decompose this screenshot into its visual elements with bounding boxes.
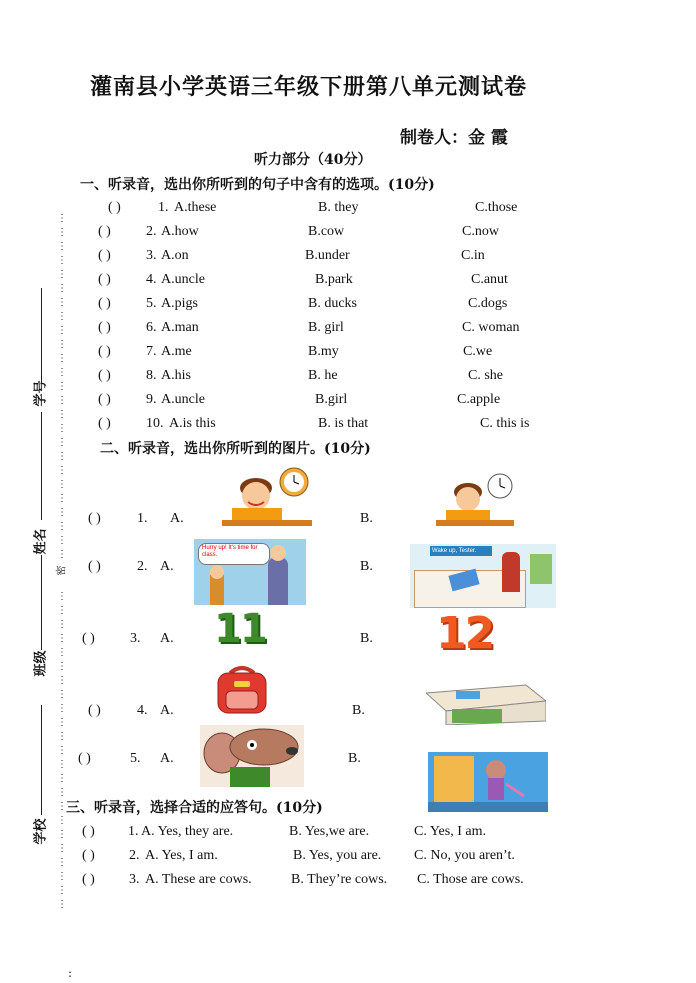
mother-figure bbox=[502, 552, 520, 592]
s1-option-c: C.dogs bbox=[468, 296, 508, 311]
s1-option-a: A.uncle bbox=[161, 272, 205, 287]
s3-option-b: B. They’re cows. bbox=[291, 872, 388, 887]
s3-option-a: A. These are cows. bbox=[145, 872, 252, 887]
s1-option-c: C. she bbox=[468, 368, 503, 383]
s1-option-c: C.anut bbox=[471, 272, 508, 287]
s2-option-a: A. bbox=[160, 559, 174, 574]
number-picture-a[interactable]: 11 bbox=[214, 606, 266, 652]
speech-bubble: Wake up, Tester. bbox=[430, 546, 492, 556]
name-label: 姓名 bbox=[33, 528, 49, 555]
class-line bbox=[41, 555, 42, 650]
s1-option-a: A.uncle bbox=[161, 392, 205, 407]
dotted-line-end: : bbox=[68, 966, 73, 980]
s3-paren[interactable]: ( ) bbox=[82, 824, 95, 839]
student-no-line bbox=[41, 288, 42, 384]
s1-option-c: C. woman bbox=[462, 320, 520, 335]
section1-heading: 一、听录音，选出你所听到的句子中含有的选项。(10分) bbox=[80, 177, 435, 193]
s1-option-c: C.those bbox=[475, 200, 518, 215]
page-title: 灌南县小学英语三年级下册第八单元测试卷 bbox=[90, 74, 528, 100]
s1-num: 10. bbox=[146, 416, 164, 431]
s3-option-c: C. Those are cows. bbox=[417, 872, 524, 887]
s2-option-b: B. bbox=[360, 559, 373, 574]
school-label: 学校 bbox=[33, 818, 49, 845]
schoolbag-image-a[interactable] bbox=[214, 665, 270, 717]
s2-paren[interactable]: ( ) bbox=[88, 559, 101, 574]
s1-num: 7. bbox=[146, 344, 157, 359]
number-picture-b[interactable]: 12 bbox=[436, 608, 494, 659]
s1-option-b: B.cow bbox=[308, 224, 345, 239]
boy-figure bbox=[210, 575, 224, 605]
s1-option-a: A.pigs bbox=[161, 296, 198, 311]
s1-paren[interactable]: ( ) bbox=[98, 392, 111, 407]
s1-paren[interactable]: ( ) bbox=[98, 416, 111, 431]
s1-option-a: A.how bbox=[161, 224, 199, 239]
section2-heading: 二、听录音，选出你所听到的图片。(10分) bbox=[100, 441, 371, 457]
s3-option-a: A. Yes, I am. bbox=[145, 848, 218, 863]
s1-option-a: A.man bbox=[161, 320, 199, 335]
s1-paren[interactable]: ( ) bbox=[98, 344, 111, 359]
s1-num: 2. bbox=[146, 224, 157, 239]
s1-option-c: C.we bbox=[463, 344, 493, 359]
s1-num: 9. bbox=[146, 392, 157, 407]
s2-option-a: A. bbox=[160, 631, 174, 646]
books-image-b[interactable] bbox=[426, 683, 546, 725]
s1-paren[interactable]: ( ) bbox=[108, 200, 121, 215]
s1-option-c: C.in bbox=[461, 248, 485, 263]
s2-paren[interactable]: ( ) bbox=[88, 511, 101, 526]
s2-paren[interactable]: ( ) bbox=[88, 703, 101, 718]
seal-char: 密 bbox=[56, 565, 68, 576]
s1-option-c: C. this is bbox=[480, 416, 530, 431]
s3-paren[interactable]: ( ) bbox=[82, 848, 95, 863]
s1-option-b: B.girl bbox=[315, 392, 348, 407]
s3-paren[interactable]: ( ) bbox=[82, 872, 95, 887]
dotted-line-left: ⋮ ⋮ ⋮ ⋮ ⋮ ⋮ ⋮ ⋮ ⋮ ⋮ ⋮ ⋮ ⋮ ⋮ ⋮ ⋮ ⋮ ⋮ ⋮ ⋮ ⋮ ⋮ ⋮ ⋮ ⋮ bbox=[57, 213, 67, 560]
s1-option-b: B. they bbox=[318, 200, 359, 215]
boy-head bbox=[210, 565, 224, 579]
s1-option-a: A.me bbox=[161, 344, 192, 359]
s1-option-b: B.under bbox=[305, 248, 350, 263]
s1-option-b: B. he bbox=[308, 368, 338, 383]
s2-option-b: B. bbox=[352, 703, 365, 718]
s1-option-a: A.is this bbox=[169, 416, 216, 431]
s1-num: 8. bbox=[146, 368, 157, 383]
s1-option-b: B. girl bbox=[308, 320, 344, 335]
s1-paren[interactable]: ( ) bbox=[98, 224, 111, 239]
s1-paren[interactable]: ( ) bbox=[98, 320, 111, 335]
s2-paren[interactable]: ( ) bbox=[82, 631, 95, 646]
author-line: 制卷人：金 霞 bbox=[400, 128, 508, 148]
s1-num: 3. bbox=[146, 248, 157, 263]
s1-option-b: B. is that bbox=[318, 416, 369, 431]
s1-paren[interactable]: ( ) bbox=[98, 368, 111, 383]
s2-num: 2. bbox=[137, 559, 148, 574]
s2-num: 1. bbox=[137, 511, 148, 526]
class-label: 班级 bbox=[33, 650, 49, 677]
s3-option-a: A. Yes, they are. bbox=[141, 824, 234, 839]
s2-paren[interactable]: ( ) bbox=[78, 751, 91, 766]
s1-num: 5. bbox=[146, 296, 157, 311]
s2-option-a: A. bbox=[160, 703, 174, 718]
s1-paren[interactable]: ( ) bbox=[98, 296, 111, 311]
boy-at-desk-clock-image-a[interactable] bbox=[218, 466, 318, 528]
s2-option-a: A. bbox=[160, 751, 174, 766]
mother-figure bbox=[268, 557, 288, 605]
s1-num: 1. bbox=[158, 200, 169, 215]
s3-num: 1. bbox=[128, 824, 139, 839]
s3-option-b: B. Yes,we are. bbox=[289, 824, 370, 839]
mother-head bbox=[270, 545, 286, 561]
s1-option-c: C.now bbox=[462, 224, 499, 239]
s1-option-a: A.on bbox=[161, 248, 189, 263]
name-line bbox=[41, 412, 42, 520]
school-line bbox=[41, 705, 42, 815]
mother-boy-class-image-a[interactable] bbox=[194, 539, 306, 605]
s3-option-c: C. Yes, I am. bbox=[414, 824, 486, 839]
s1-option-b: B.park bbox=[315, 272, 353, 287]
s1-num: 4. bbox=[146, 272, 157, 287]
s1-option-a: A.his bbox=[161, 368, 191, 383]
speech-bubble: Hurry up! It's time for class. bbox=[198, 543, 270, 565]
s3-option-b: B. Yes, you are. bbox=[293, 848, 382, 863]
window bbox=[530, 554, 552, 584]
s3-option-c: C. No, you aren’t. bbox=[414, 848, 515, 863]
s2-num: 5. bbox=[130, 751, 141, 766]
s1-option-a: A.these bbox=[174, 200, 217, 215]
dotted-line-left-lower: ⋮ ⋮ ⋮ ⋮ ⋮ ⋮ ⋮ ⋮ ⋮ ⋮ ⋮ ⋮ ⋮ ⋮ ⋮ ⋮ ⋮ ⋮ ⋮ ⋮ ⋮ ⋮ ⋮ bbox=[57, 591, 67, 910]
s3-num: 2. bbox=[129, 848, 140, 863]
boy-in-bed-image-b[interactable] bbox=[410, 544, 556, 608]
section3-heading: 三、听录音，选择合适的应答句。(10分) bbox=[66, 800, 323, 816]
s1-option-b: B.my bbox=[308, 344, 339, 359]
listening-header: 听力部分（40分） bbox=[254, 152, 372, 168]
boy-at-desk-clock-image-b[interactable] bbox=[432, 472, 518, 530]
mouse-closeup-image-a[interactable] bbox=[200, 725, 304, 787]
s1-option-b: B. ducks bbox=[308, 296, 357, 311]
s2-option-b: B. bbox=[348, 751, 361, 766]
s2-option-b: B. bbox=[360, 631, 373, 646]
s2-num: 4. bbox=[137, 703, 148, 718]
s2-option-b: B. bbox=[360, 511, 373, 526]
mouse-in-room-image-b[interactable] bbox=[428, 752, 548, 812]
s3-num: 3. bbox=[129, 872, 140, 887]
s1-paren[interactable]: ( ) bbox=[98, 248, 111, 263]
s2-num: 3. bbox=[130, 631, 141, 646]
s1-num: 6. bbox=[146, 320, 157, 335]
student-no-label: 学号 bbox=[33, 380, 49, 407]
s1-paren[interactable]: ( ) bbox=[98, 272, 111, 287]
s2-option-a: A. bbox=[170, 511, 184, 526]
s1-option-c: C.apple bbox=[457, 392, 501, 407]
